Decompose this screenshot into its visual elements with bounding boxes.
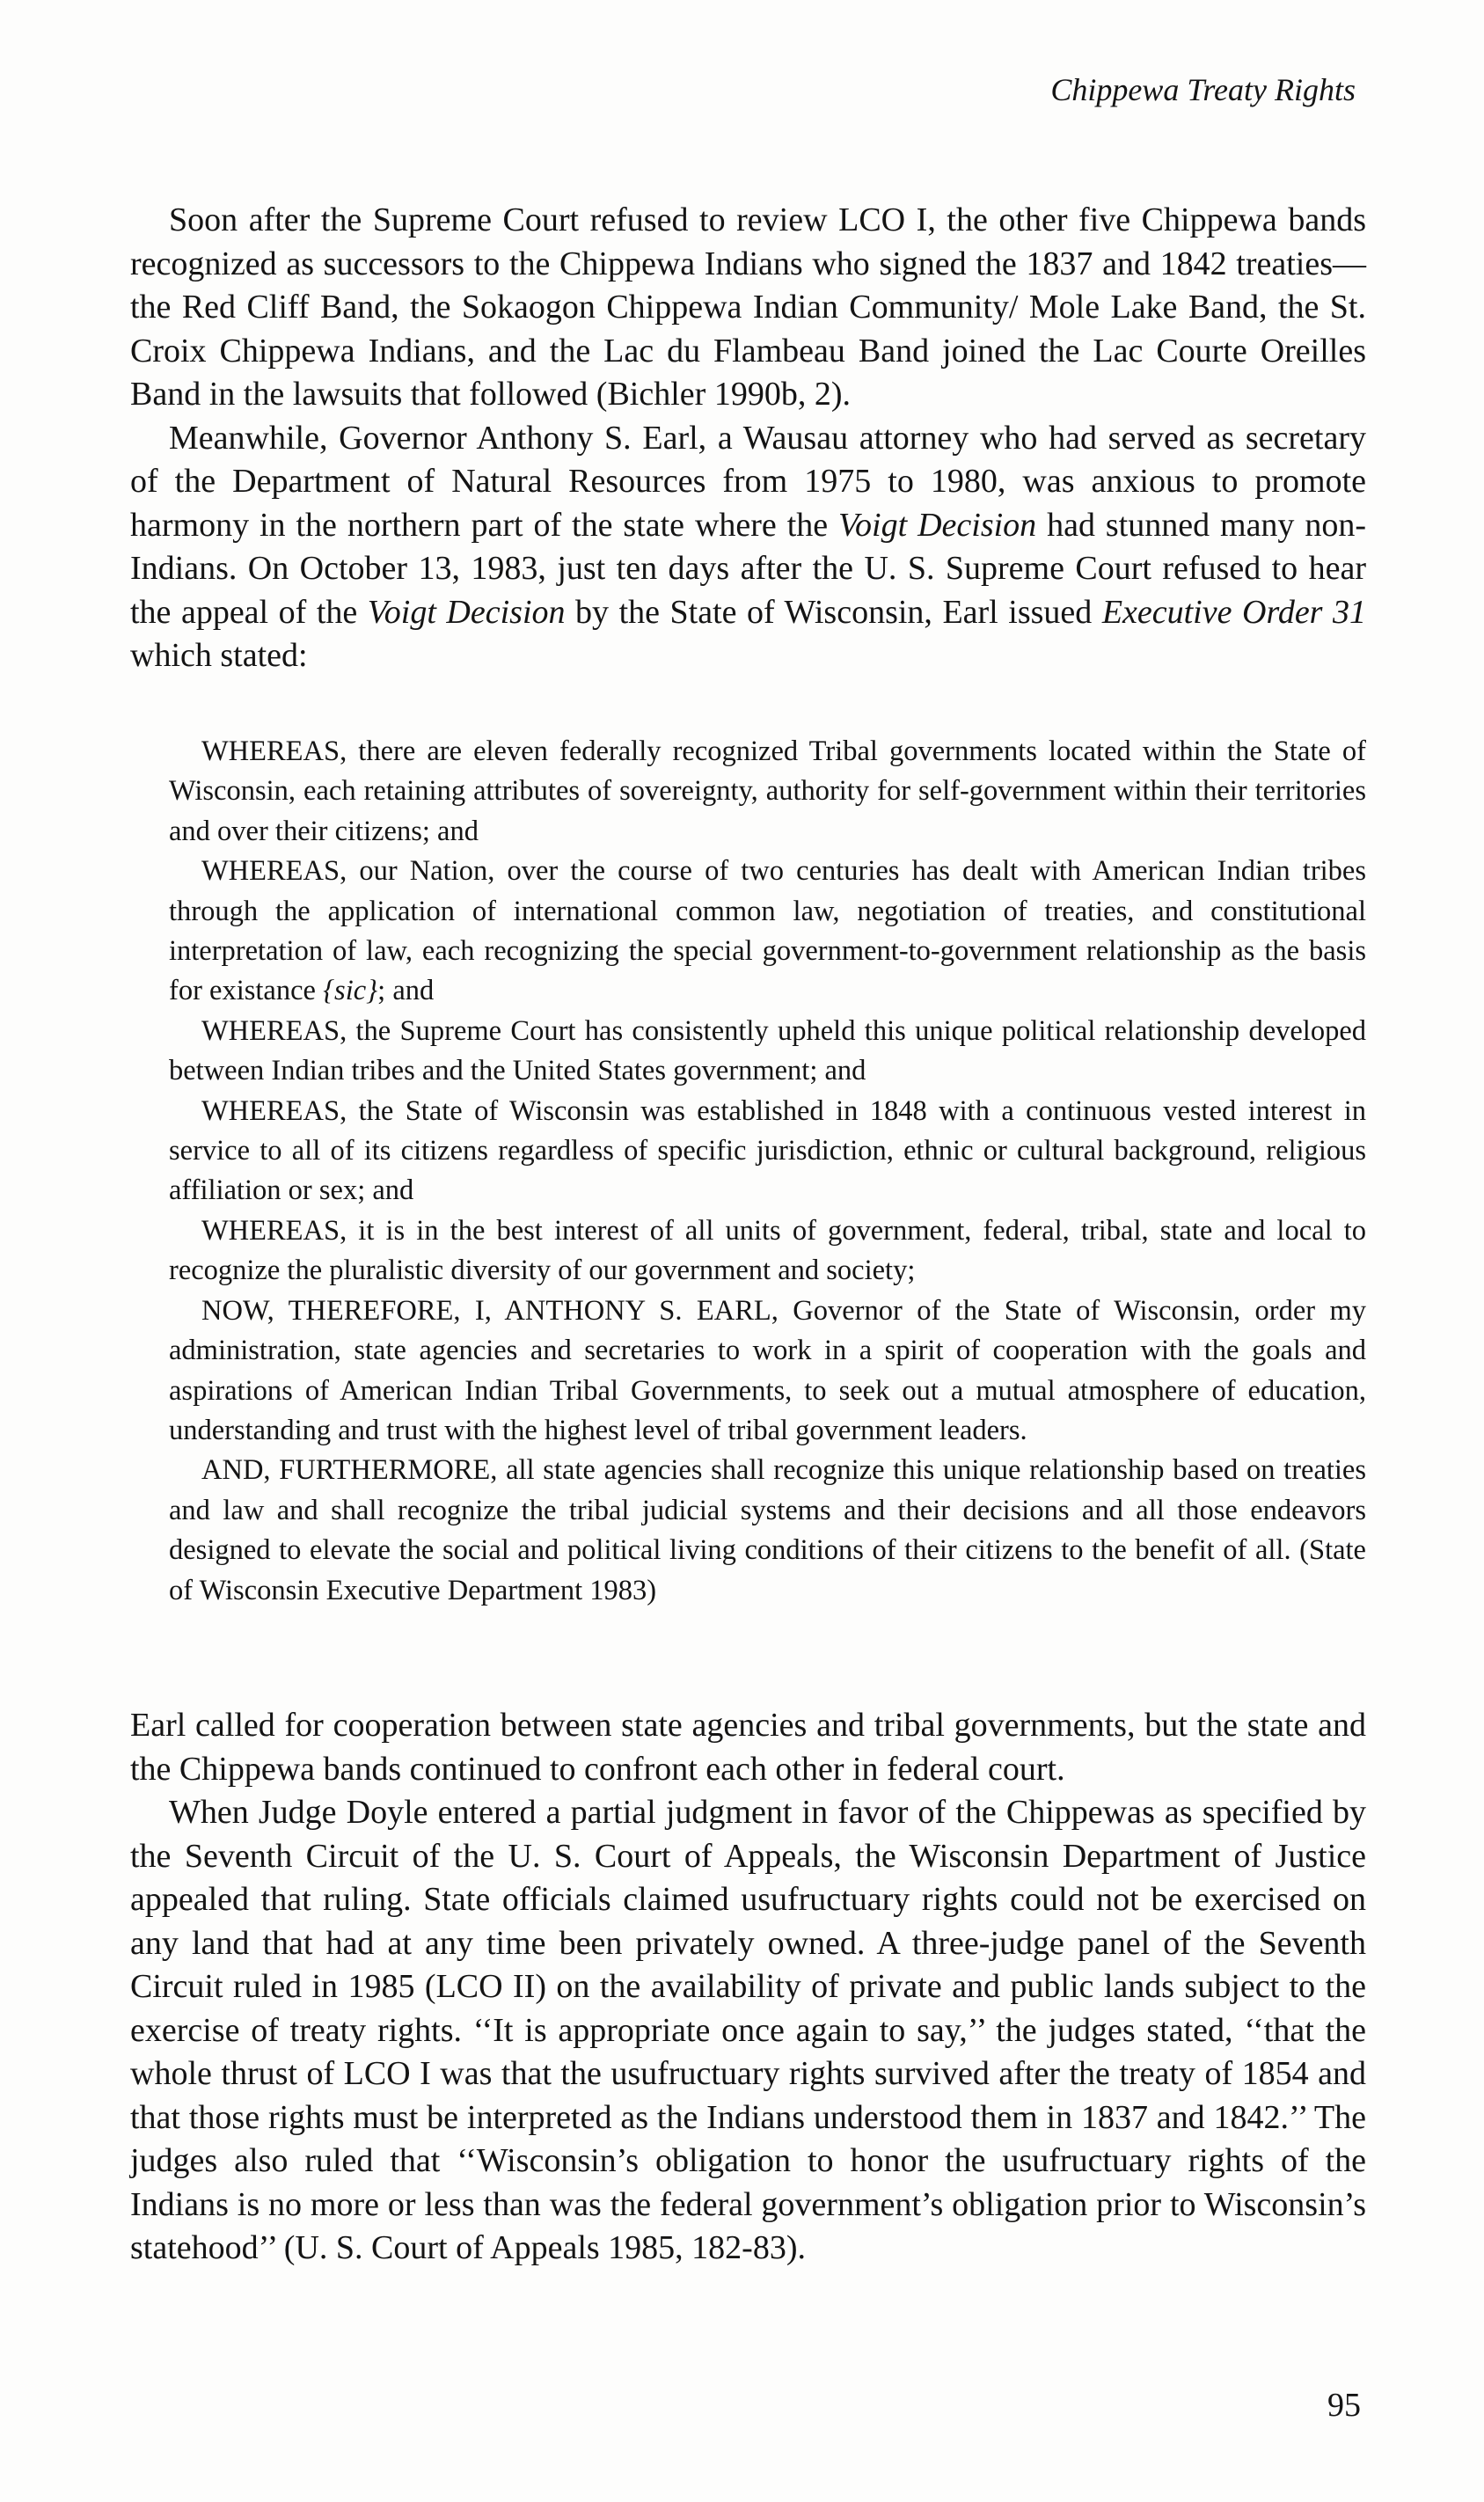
sic-note: {sic} <box>323 975 378 1007</box>
whereas-clause-5: WHEREAS, it is in the best interest of all units of government, federal, tribal, state and local to recognize the pluralistic diversity of our government and society; <box>169 1214 1366 1287</box>
executive-order-quote <box>169 732 1366 1611</box>
closing-text <box>130 1704 1366 2271</box>
executive-order-title: Executive Order 31 <box>1101 593 1366 631</box>
intro-paragraph-2 <box>130 417 1366 678</box>
whereas-clause-3: WHEREAS, the Supreme Court has consistently upheld this unique political relationship developed between Indian tribes and the United States government; and <box>169 1014 1366 1087</box>
closing-paragraph-1: Earl called for cooperation between state agencies and tribal governments, but the state and the Chippewa bands continued to confront each other in federal court. <box>130 1707 1366 1788</box>
whereas-clause-2-text: WHEREAS, our Nation, over the course of two centuries has dealt with American Indian tribes through the application of international common law, negotiation of treaties, and constitutional interpretation of law, each recognizing the special government-to-government relationship as the basis for existance <box>169 855 1366 1007</box>
whereas-clause-2-end: ; and <box>377 975 435 1007</box>
voigt-decision-title-1: Voigt Decision <box>838 506 1037 544</box>
running-title: Chippewa Treaty Rights <box>1050 72 1356 107</box>
intro-text <box>130 199 1366 678</box>
page-number: 95 <box>1327 2387 1361 2424</box>
intro-paragraph-2-part-b: had stunned many non-Indians. On October 13, 1983, just ten days after the U. S. Supreme Court refused to hear the appeal of the <box>130 506 1367 631</box>
now-therefore-clause: NOW, THEREFORE, I, ANTHONY S. EARL, Governor of the State of Wisconsin, order my administration, state agencies and secretaries to work in a spirit of cooperation with the goals and aspirations of American Indian Tribal Governments, to seek out a mutual atmosphere of education, understanding and trust with the highest level of tribal government leaders. <box>169 1294 1366 1446</box>
intro-paragraph-2-part-a: Meanwhile, Governor Anthony S. Earl, a Wausau attorney who had served as secretary of the Department of Natural Resources from 1975 to 1980, was anxious to promote harmony in the northern part of the state where the <box>130 419 1366 544</box>
whereas-clause-2 <box>169 852 1366 1012</box>
intro-paragraph-2-part-c: by the State of Wisconsin, Earl issued <box>565 593 1102 631</box>
furthermore-clause: AND, FURTHERMORE, all state agencies shall recognize this unique relationship based on treaties and law and shall recognize the tribal judicial systems and their decisions and all those endeavors designed to elevate the social and political living conditions of their citizens to the benefit of all. (State of Wisconsin Executive Department 1983) <box>169 1454 1366 1606</box>
closing-paragraph-2: When Judge Doyle entered a partial judgment in favor of the Chippewas as specified by the Seventh Circuit of the U. S. Court of Appeals, the Wisconsin Department of Justice appealed that ruling. State officials claimed usufructuary rights could not be exercised on any land that had at any time been privately owned. A three-judge panel of the Seventh Circuit ruled in 1985 (LCO II) on the availability of private and public lands subject to the exercise of treaty rights. ‘‘It is appropriate once again to say,’’ the judges stated, ‘‘that the whole thrust of LCO I was that the usufructuary rights survived after the treaty of 1854 and that those rights must be interpreted as the Indians understood them in 1837 and 1842.’’ The judges also ruled that ‘‘Wisconsin’s obligation to honor the usufructuary rights of the Indians is no more or less than was the federal government’s obligation prior to Wisconsin’s statehood’’ (U. S. Court of Appeals 1985, 182-83). <box>130 1794 1366 2266</box>
intro-paragraph-1: Soon after the Supreme Court refused to review LCO I, the other five Chippewa bands recognized as successors to the Chippewa Indians who signed the 1837 and 1842 treaties—the Red Cliff Band, the Sokaogon Chippewa Indian Community/ Mole Lake Band, the St. Croix Chippewa Indians, and the Lac du Flambeau Band joined the Lac Courte Oreilles Band in the lawsuits that followed (Bichler 1990b, 2). <box>130 201 1366 413</box>
intro-paragraph-2-part-d: which stated: <box>130 637 308 674</box>
whereas-clause-4: WHEREAS, the State of Wisconsin was established in 1848 with a continuous vested interest in service to all of its citizens regardless of specific jurisdiction, ethnic or cultural background, religious affiliation or sex; and <box>169 1094 1366 1207</box>
voigt-decision-title-2: Voigt Decision <box>367 593 566 631</box>
whereas-clause-1: WHEREAS, there are eleven federally recognized Tribal governments located within the State of Wisconsin, each retaining attributes of sovereignty, authority for self-government within their territories and over their citizens; and <box>169 735 1366 847</box>
